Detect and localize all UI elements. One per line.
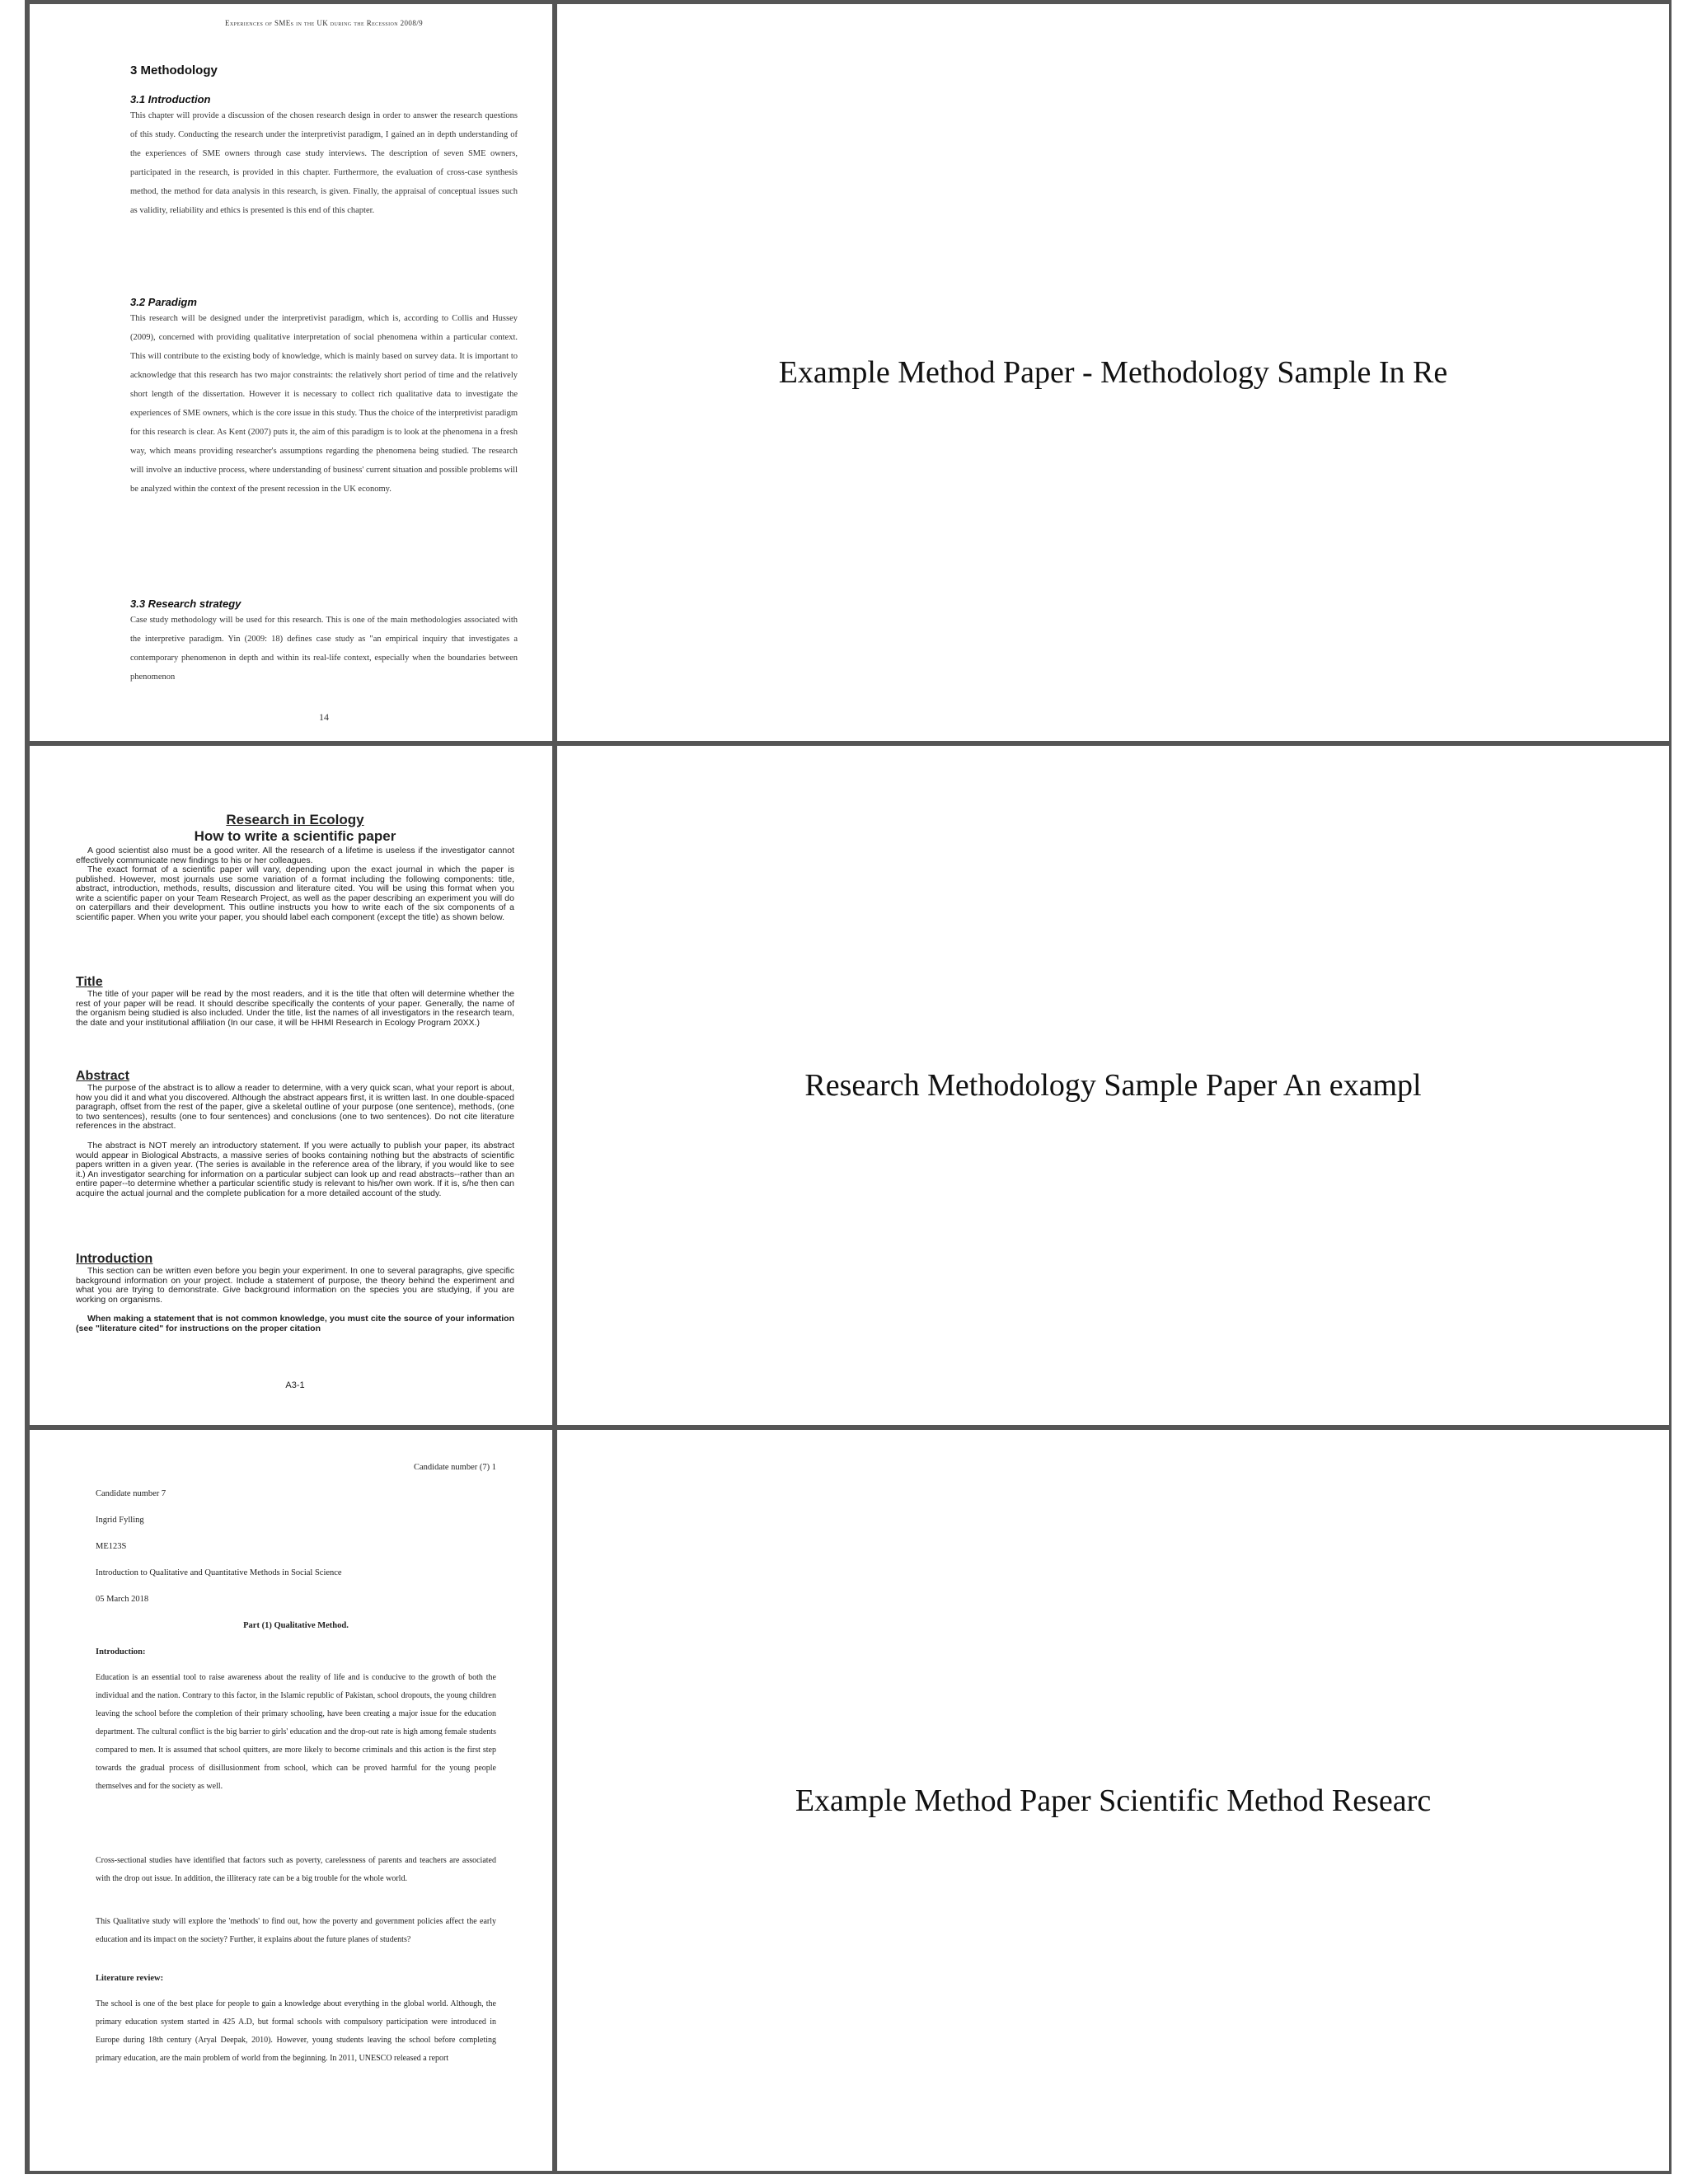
paragraph: The exact format of a scientific paper will vary, depending upon the exact journal in which the paper is published. However, most journals use some variation of a format including the following components: title, abstract, introduction, methods, results, discussion and literature cited. You will be using this format when you write a scientific paper on your Team Research Project, as well as the paper describing an experiment you will do on caterpillars and their development. This outline instructs you how to write each of the six components of a scientific paper. When you write your paper, you should label each component (except the title) as shown below. (76, 865, 514, 922)
meta-line: Ingrid Fylling (96, 1516, 144, 1525)
section-heading: Title (76, 975, 103, 989)
paragraph: When making a statement that is not common knowledge, you must cite the source of your information (see "literature cited" for instructions on the proper citation (76, 1314, 514, 1333)
paragraph: Education is an essential tool to raise awareness about the reality of life and is conducive to the growth of both the individual and the nation. Contrary to this factor, in the Islamic republic of Pakistan, school dropouts, the young children leaving the school before the completion of their primary schooling, have been creating a major issue for the education department. The cultural conflict is the big barrier to girls' education and the drop-out rate is high among female students compared to men. It is assumed that school quitters, are more likely to become criminals and this action is the first step towards the gradual process of disillusionment from school, which can be proved harmful for the young people themselves and for the society as well. (96, 1673, 496, 1791)
meta-line: 05 March 2018 (96, 1595, 149, 1604)
meta-line: Introduction to Qualitative and Quantitative Methods in Social Science (96, 1568, 342, 1577)
page-number: 14 (319, 711, 329, 723)
caption-text: Example Method Paper - Methodology Sample In Re (778, 355, 1448, 390)
thumbnail-qualitative-page[interactable] (27, 1427, 555, 2173)
running-header: Experiences of SMEs in the UK during the Recession 2008/9 (224, 19, 424, 27)
section-body: This research will be designed under the interpretivist paradigm, which is, according to Collis and Hussey (2009), concerned with providing qualitative interpretation of social phenomena within a particular context. This will contribute to the existing body of knowledge, which is mainly based on survey data. It is important to acknowledge that this research has two major constraints: the relatively short period of time and the relatively short length of the dissertation. However it is necessary to collect rich qualitative data to investigate the experiences of SME owners, which is the core issue in this study. Thus the choice of the interpretivist paradigm for this research is clear. As Kent (2007) puts it, the aim of this paradigm is to look at the phenomena in a fresh way, which means providing researcher's assumptions regarding the phenomena being studied. The research will involve an inductive process, where understanding of business' current situation and possible problems will be analyzed within the context of the present recession in the UK economy. (130, 314, 518, 494)
section-body: This chapter will provide a discussion of the chosen research design in order to answer the research questions of this study. Conducting the research under the interpretivist paradigm, I gained an in depth understanding of the experiences of SME owners through case study interviews. The description of seven SME owners, participated in the research, is provided in this chapter. Furthermore, the evaluation of cross-case synthesis method, the method for data analysis in this research, is given. Finally, the appraisal of conceptual issues such as validity, reliability and ethics is presented is this end of this chapter. (130, 111, 518, 215)
caption-panel[interactable] (555, 2, 1672, 743)
section-heading: Literature review: (96, 1974, 164, 1983)
paragraph: A good scientist also must be a good writer. All the research of a lifetime is useless if the investigator cannot effectively communicate new findings to his or her colleagues. (76, 846, 514, 865)
paragraph: This section can be written even before you begin your experiment. In one to several paragraphs, give specific background information on your project. Include a statement of purpose, the theory behind the experiment and what you are trying to demonstrate. Give background information on the species you are studying, if you are working on organisms. (76, 1266, 514, 1305)
caption-panel[interactable] (555, 1427, 1672, 2173)
running-header: Candidate number (7) 1 (413, 1463, 496, 1472)
page-number: A3-1 (285, 1380, 305, 1390)
caption-text: Research Methodology Sample Paper An exampl (804, 1068, 1422, 1103)
section-title: 3.1 Introduction (130, 93, 211, 105)
section-body: Case study methodology will be used for this research. This is one of the main methodologies associated with the interpretive paradigm. Yin (2009: 18) defines case study as "an empirical inquiry that investigates a contemporary phenomenon in depth and within its real-life context, especially when the boundaries between phenomenon (130, 616, 518, 682)
meta-line: ME123S (96, 1542, 127, 1551)
paragraph: The purpose of the abstract is to allow a reader to determine, with a very quick scan, what your report is about, how you did it and what you discovered. Although the abstract appears first, it is written last. In one double-spaced paragraph, offset from the rest of the paper, give a skeletal outline of your purpose (one sentence), methods, (one to two sentences), results (one to four sentences) and conclusions (one to two sentences). Do not cite literature references in the abstract. (76, 1083, 514, 1132)
paragraph: This Qualitative study will explore the 'methods' to find out, how the poverty and government policies affect the early education and its impact on the society? Further, it explains about the future planes of students? (96, 1917, 496, 1944)
chapter-heading: 3 Methodology (130, 63, 218, 77)
page-subtitle: How to write a scientific paper (194, 828, 396, 844)
caption-panel[interactable] (555, 743, 1672, 1427)
paragraph: The title of your paper will be read by the most readers, and it is the title that often will determine whether the rest of your paper will be read. It should describe specifically the contents of your paper. Generally, the name of the organism being studied is also included. Under the title, list the names of all investigators in the research team, the date and your institutional affiliation (In our case, it will be HHMI Research in Ecology Program 20XX.) (76, 989, 514, 1028)
section-heading: Introduction (76, 1252, 153, 1266)
thumbnail-ecology-page[interactable] (27, 743, 555, 1427)
meta-line: Candidate number 7 (96, 1489, 166, 1498)
caption-text: Example Method Paper Scientific Method Researc (795, 1783, 1432, 1818)
part-title: Part (1) Qualitative Method. (243, 1621, 349, 1630)
paragraph: The school is one of the best place for people to gain a knowledge about everything in the global world. Although, the primary education system started in 425 A.D, but formal schools with compulsory participation were introduced in Europe during 18th century (Aryal Deepak, 2010). However, young students leaving the school before completing primary education, are the main problem of world from the beginning. In 2011, UNESCO released a report (96, 1999, 496, 2063)
page-title: Research in Ecology (226, 812, 364, 827)
thumbnail-methodology-page[interactable] (27, 2, 555, 743)
section-heading: Introduction: (96, 1647, 146, 1657)
section-title: 3.2 Paradigm (130, 296, 197, 308)
section-title: 3.3 Research strategy (130, 598, 241, 610)
paragraph: The abstract is NOT merely an introductory statement. If you were actually to publish your paper, its abstract would appear in Biological Abstracts, a massive series of books containing nothing but the abstracts of scientific papers written in a given year. (The series is available in the reference area of the library, if you would like to see it.) An investigator searching for information on a particular subject can look up and read abstracts--rather than an entire paper--to determine whether a particular scientific study is relevant to his/her own work. If it is, s/he then can acquire the actual journal and the complete publication for a more detailed account of the study. (76, 1141, 514, 1198)
section-heading: Abstract (76, 1069, 129, 1083)
paragraph: Cross-sectional studies have identified that factors such as poverty, carelessness of parents and teachers are associated with the drop out issue. In addition, the illiteracy rate can be a big trouble for the whole world. (96, 1856, 496, 1883)
